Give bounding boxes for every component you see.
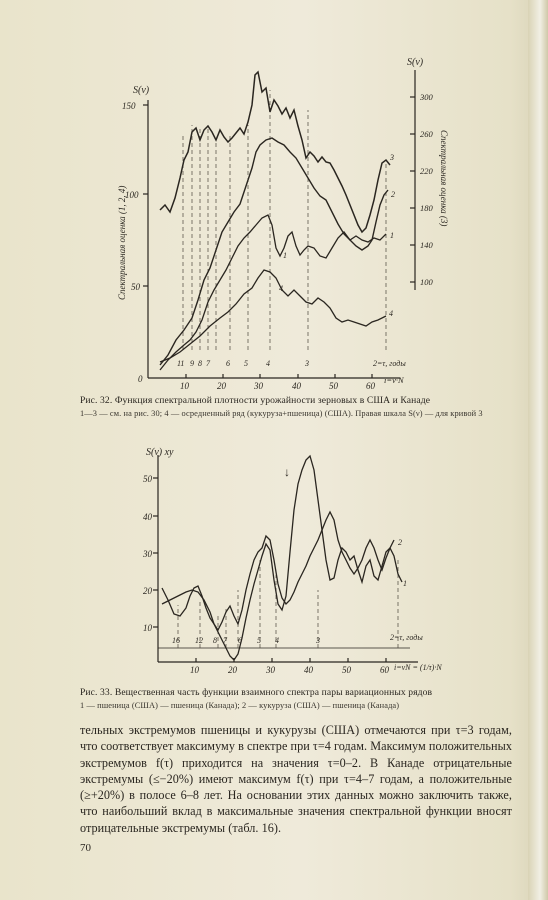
body-paragraph: тельных экстремумов пшеницы и кукурузы (США) отмечаются при τ=3 годам, что соответствует максимуму в спектре при τ=4 годам. Максимум положительных экстремумов f(τ) приходится на значения τ=0–2. В Канаде отрицательные экстремумы (≤−20%) имеют максимум f(τ) при τ=4–7 годам, а положительные (≥+20%) в полосе 6–8 лет. На основании этих данных можно заключить также, что наибольший вклад в максимальные значения спектральной функции вносят отрицательные экстремумы (табл. 16). (80, 723, 512, 835)
fig33-curve-label-2: 2 (398, 538, 402, 547)
fig32-left-tick-100: 100 (125, 190, 139, 200)
fig33-curve-1 (162, 456, 402, 660)
fig33-x-axis-label: i=νN = (1/τ)·N (394, 663, 442, 672)
fig32-tau-9: 9 (190, 359, 194, 368)
fig32-curve-1 (160, 215, 386, 370)
fig33-y-tick-10: 10 (143, 623, 152, 633)
fig32-tau-4: 4 (266, 359, 270, 368)
fig32-left-axis-title: S(ν) (133, 85, 150, 96)
fig32-curve-4 (160, 270, 386, 362)
fig33-arrow-label: ↓ (284, 465, 290, 479)
fig32-caption-sub: 1—3 — см. на рис. 30; 4 — осредненный ряд (кукуруза+пшеница) (США). Правая шкала S(ν) — для кривой 3 (80, 409, 483, 418)
fig33-axis-title: S(ν) xy (146, 447, 174, 458)
fig32-curve-label-3: 3 (390, 153, 394, 162)
fig32-tau-3: 3 (305, 359, 309, 368)
fig33-caption (80, 686, 510, 712)
fig33-caption-title: Рис. 33. Вещественная часть функции взаимного спектра пары вариационных рядов (80, 687, 433, 698)
fig32-tau-label: 2=τ, годы (373, 359, 406, 368)
fig32-left-tick-0: 0 (138, 374, 143, 384)
fig33-y-tick-50: 50 (143, 474, 152, 484)
fig32-right-tick-100: 100 (420, 277, 433, 287)
fig32-left-axis-label: Спектральная оценка (1, 2, 4) (117, 185, 127, 300)
fig33-tau-4: 4 (275, 636, 279, 645)
fig33-y-tick-20: 20 (143, 586, 152, 596)
fig33-y-tick-40: 40 (143, 512, 152, 522)
fig32-curve-2 (160, 138, 388, 365)
fig33-tau-5: 5 (257, 636, 261, 645)
fig32-x-tick-50: 50 (329, 381, 338, 391)
fig32-x-tick-10: 10 (180, 381, 189, 391)
fig33-tau-7: 7 (223, 636, 227, 645)
fig32-tau-6: 6 (226, 359, 230, 368)
fig33-tau-12: 12 (195, 636, 203, 645)
fig33-tau-label: 2=τ, годы (390, 633, 423, 642)
fig33-tau-3: 3 (316, 636, 320, 645)
fig33-caption-sub: 1 — пшеница (США) — пшеница (Канада); 2 — кукуруза (США) — пшеница (Канада) (80, 701, 400, 710)
fig33-x-tick-60: 60 (380, 665, 389, 675)
fig33-tau-6: 6 (238, 636, 242, 645)
fig32-curve-label-4a: 4 (279, 284, 283, 293)
fig32-x-tick-20: 20 (217, 381, 226, 391)
fig32-tau-11: 11 (177, 359, 185, 368)
fig32-left-tick-150: 150 (122, 101, 136, 111)
fig32-right-tick-220: 220 (420, 166, 433, 176)
fig33-x-tick-10: 10 (190, 665, 199, 675)
fig33-tau-8: 8 (213, 636, 217, 645)
fig32-x-axis-label: i=ν·N (384, 375, 404, 385)
fig33-curve-2 (162, 512, 394, 630)
fig33-x-tick-50: 50 (342, 665, 351, 675)
fig32-curve-label-4: 4 (389, 309, 393, 318)
fig32-right-tick-140: 140 (420, 240, 433, 250)
fig32-curve-3 (160, 72, 390, 232)
fig32-right-axis-title: S(ν) (407, 57, 424, 68)
fig33-x-tick-40: 40 (304, 665, 313, 675)
fig32-tau-5: 5 (244, 359, 248, 368)
fig32-curve-label-1a: 1 (283, 251, 287, 260)
fig33-x-tick-30: 30 (266, 665, 275, 675)
fig32-left-tick-50: 50 (131, 282, 140, 292)
fig33-curve-label-1: 1 (403, 579, 407, 588)
fig33-y-tick-30: 30 (143, 549, 152, 559)
fig32-tau-8: 8 (198, 359, 202, 368)
fig32-x-tick-30: 30 (254, 381, 263, 391)
fig32-caption (80, 394, 510, 420)
fig32-curve-label-1: 1 (390, 231, 394, 240)
page-number: 70 (80, 842, 91, 854)
fig32-tau-7: 7 (206, 359, 210, 368)
fig32-right-axis-label: Спектральная оценка (3) (439, 130, 449, 227)
fig32-curve-label-2: 2 (391, 190, 395, 199)
fig32-right-tick-300: 300 (420, 92, 433, 102)
fig32-caption-title: Рис. 32. Функция спектральной плотности урожайности зерновых в США и Канаде (80, 395, 431, 406)
fig33-x-tick-20: 20 (228, 665, 237, 675)
fig32-right-tick-180: 180 (420, 203, 433, 213)
fig32-x-tick-60: 60 (366, 381, 375, 391)
fig32-x-tick-40: 40 (292, 381, 301, 391)
fig32-right-tick-260: 260 (420, 129, 433, 139)
fig33-tau-16: 16 (172, 636, 180, 645)
